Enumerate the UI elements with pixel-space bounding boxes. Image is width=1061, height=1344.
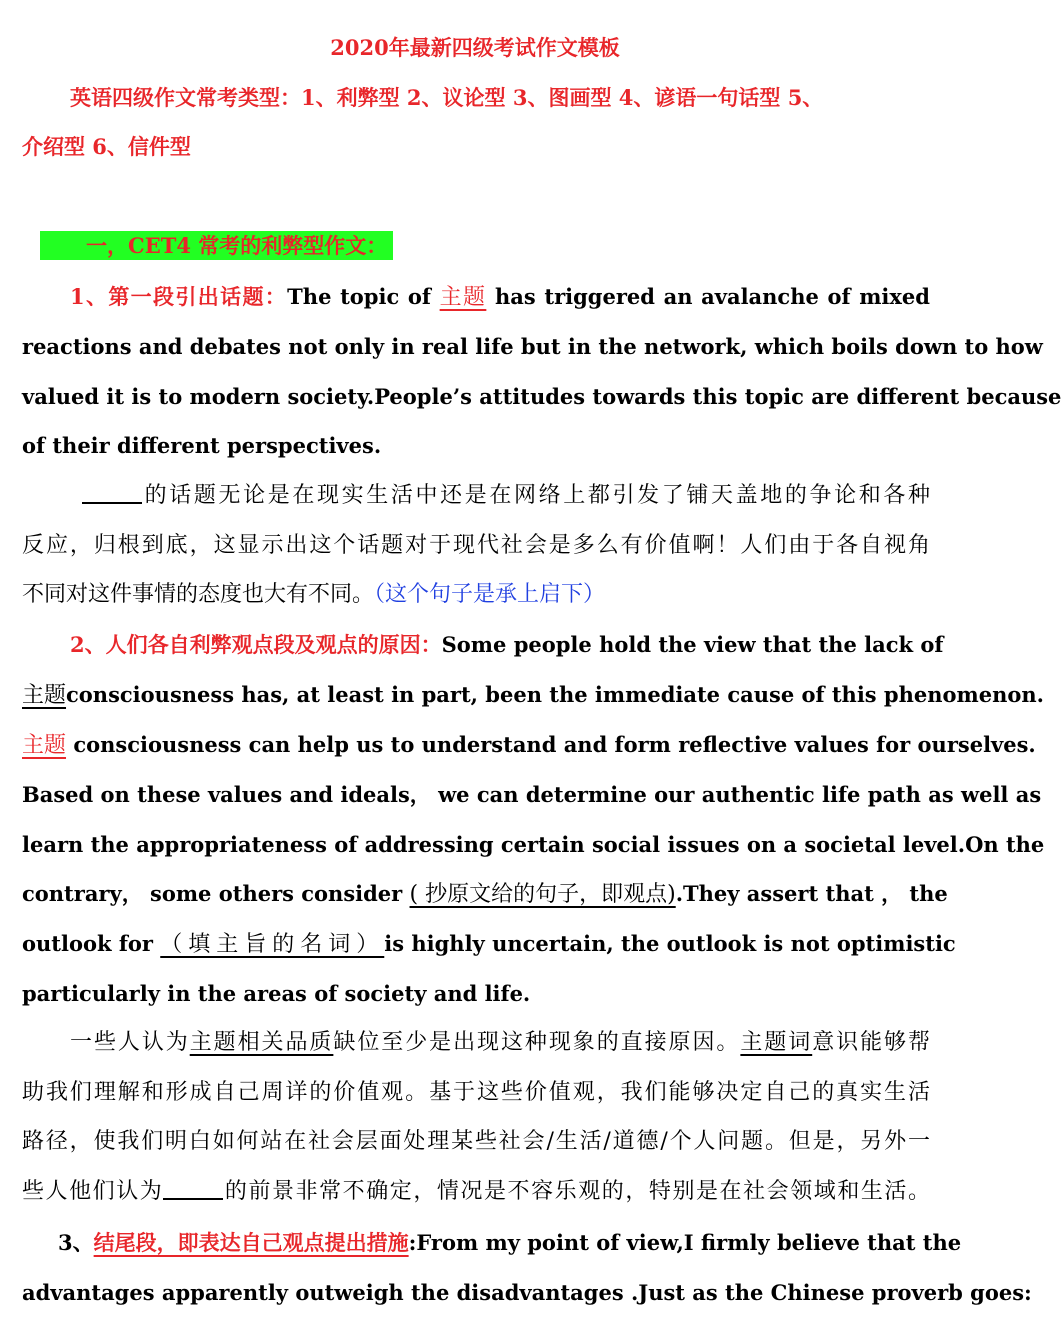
p2-line-2-text: consciousness has, at least in part, been the immediate cause of this phenomenon. bbox=[66, 682, 1044, 707]
p1-label: 1、第一段引出话题： bbox=[70, 284, 288, 309]
topic-word: 主题 bbox=[22, 683, 67, 708]
p2-line-6-underlined: ( 抄原文给的句子，即观点) bbox=[409, 882, 676, 907]
p3-text-a: :From my point of view,I firmly believe that the bbox=[408, 1230, 962, 1255]
p2-line-3 bbox=[22, 725, 1036, 765]
p3-line-1 bbox=[22, 1223, 962, 1263]
fill-blank bbox=[163, 1176, 223, 1200]
section-1-heading-row bbox=[22, 226, 930, 266]
p3-num: 3、 bbox=[58, 1230, 94, 1255]
fill-blank bbox=[82, 480, 142, 504]
p1-cn-line-1 bbox=[22, 476, 930, 516]
p1-text-b: has triggered an avalanche of mixed bbox=[486, 284, 930, 309]
p1-cn-text-3: 不同对这件事情的态度也大有不同。 bbox=[22, 582, 375, 607]
p2-line-3-text: consciousness can help us to understand and form reflective values for ourselves. bbox=[66, 732, 1036, 757]
p2-line-8: particularly in the areas of society and life. bbox=[22, 981, 531, 1006]
p1-cn-line-3 bbox=[22, 575, 930, 615]
p1-cn-line-2: 反应，归根到底，这显示出这个话题对于现代社会是多么有价值啊！人们由于各自视角 bbox=[22, 533, 930, 558]
p2-line-4: Based on these values and ideals， we can determine our authentic life path as well as bbox=[22, 782, 1042, 807]
p2-line-7-b: is highly uncertain, the outlook is not optimistic bbox=[384, 931, 956, 956]
topic-word: 主题 bbox=[22, 733, 67, 758]
p2-line-6-a: contrary， some others consider bbox=[22, 881, 410, 906]
p2-cn-4-b: 的前景非常不确定，情况是不容乐观的，特别是在社会领域和生活。 bbox=[223, 1179, 930, 1204]
p3-line-2: advantages apparently outweigh the disadvantages .Just as the Chinese proverb goes: bbox=[22, 1280, 1032, 1305]
p2-cn-line-1 bbox=[22, 1023, 930, 1063]
p2-line-6-b: .They assert that ， the bbox=[675, 881, 948, 906]
p2-line-2 bbox=[22, 675, 1044, 715]
p2-cn-line-3: 路径，使我们明白如何站在社会层面处理某些社会/生活/道德/个人问题。但是，另外一 bbox=[22, 1129, 930, 1154]
p1-cn-note: （这个句子是承上启下） bbox=[374, 582, 606, 607]
p1-text-a: The topic of bbox=[287, 284, 440, 309]
p2-cn-1-u1: 主题相关品质 bbox=[189, 1030, 334, 1055]
p1-line-2: reactions and debates not only in real life but in the network, which boils down to how bbox=[22, 334, 1043, 359]
topic-word: 主题 bbox=[439, 285, 487, 310]
p1-cn-text-1: 的话题无论是在现实生活中还是在网络上都引发了铺天盖地的争论和各种 bbox=[142, 483, 930, 508]
p1-line-4: of their different perspectives. bbox=[22, 433, 382, 458]
p1-line-1 bbox=[22, 277, 930, 317]
p2-cn-line-2: 助我们理解和形成自己周详的价值观。基于这些价值观，我们能够决定自己的真实生活 bbox=[22, 1080, 930, 1105]
types-line-2: 介绍型 6、信件型 bbox=[22, 134, 191, 159]
types-line-1: 英语四级作文常考类型：1、利弊型 2、议论型 3、图画型 4、谚语一句话型 5、 bbox=[70, 85, 824, 110]
p2-cn-4-a: 些人他们认为 bbox=[22, 1179, 164, 1204]
p2-line-7-underlined: （填主旨的名词） bbox=[160, 932, 385, 957]
p2-cn-1-a: 一些人认为 bbox=[70, 1030, 190, 1055]
p2-cn-line-4 bbox=[22, 1172, 930, 1212]
p2-cn-1-b: 缺位至少是出现这种现象的直接原因。 bbox=[333, 1030, 741, 1055]
p2-line-7-a: outlook for bbox=[22, 931, 161, 956]
p3-label: 结尾段，即表达自己观点提出措施 bbox=[93, 1230, 409, 1255]
p2-line-5: learn the appropriateness of addressing certain social issues on a societal level.On the bbox=[22, 832, 1045, 857]
p1-line-3: valued it is to modern society.People’s attitudes towards this topic are different because bbox=[22, 384, 1061, 409]
p2-label: 2、人们各自利弊观点段及观点的原因： bbox=[70, 632, 442, 657]
doc-title: 2020年最新四级考试作文模板 bbox=[330, 35, 620, 60]
section-1-heading: 一，CET4 常考的利弊型作文： bbox=[40, 231, 393, 260]
p2-line-1 bbox=[22, 625, 944, 665]
p2-line-7 bbox=[22, 924, 956, 964]
p2-cn-1-u2: 主题词 bbox=[740, 1030, 813, 1055]
p2-line-6 bbox=[22, 874, 948, 914]
p2-text-a: Some people hold the view that the lack of bbox=[441, 632, 944, 657]
p2-cn-1-c: 意识能够帮 bbox=[812, 1030, 930, 1055]
